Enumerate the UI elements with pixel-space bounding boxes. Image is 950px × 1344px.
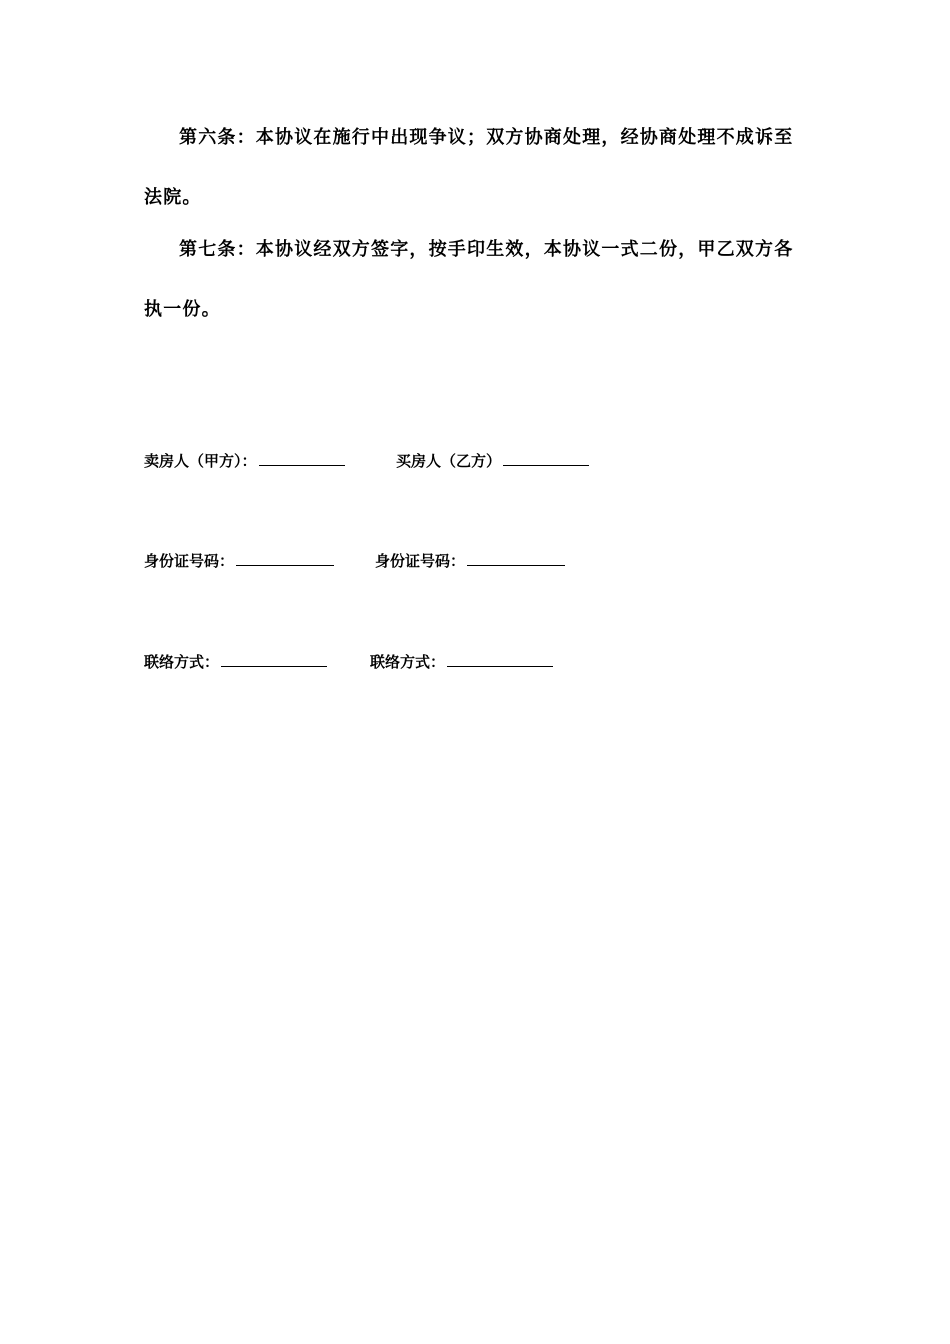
buyer-id-field — [375, 551, 565, 571]
seller-id-field — [144, 551, 334, 571]
buyer-contact-blank — [447, 652, 553, 667]
buyer-signature-blank — [503, 451, 589, 466]
seller-id-blank — [236, 551, 334, 566]
buyer-contact-field — [370, 652, 553, 672]
clause-6-line-2: 法院。 — [144, 187, 202, 208]
seller-contact-label: 联络方式： — [144, 653, 220, 671]
seller-label: 卖房人（甲方）： — [144, 452, 257, 470]
seller-signature-field — [144, 451, 345, 471]
seller-id-label: 身份证号码： — [144, 552, 235, 570]
seller-contact-field — [144, 652, 327, 672]
clause-7-line-1: 第七条：本协议经双方签字，按手印生效，本协议一式二份，甲乙双方各 — [179, 239, 794, 260]
buyer-id-blank — [467, 551, 565, 566]
clause-6-line-1: 第六条：本协议在施行中出现争议；双方协商处理，经协商处理不成诉至 — [179, 127, 794, 148]
buyer-id-label: 身份证号码： — [375, 552, 466, 570]
buyer-signature-field — [396, 451, 589, 471]
buyer-label: 买房人（乙方） — [396, 452, 502, 470]
clause-7-line-2: 执一份。 — [144, 299, 221, 320]
seller-signature-blank — [259, 451, 345, 466]
buyer-contact-label: 联络方式： — [370, 653, 446, 671]
seller-contact-blank — [221, 652, 327, 667]
